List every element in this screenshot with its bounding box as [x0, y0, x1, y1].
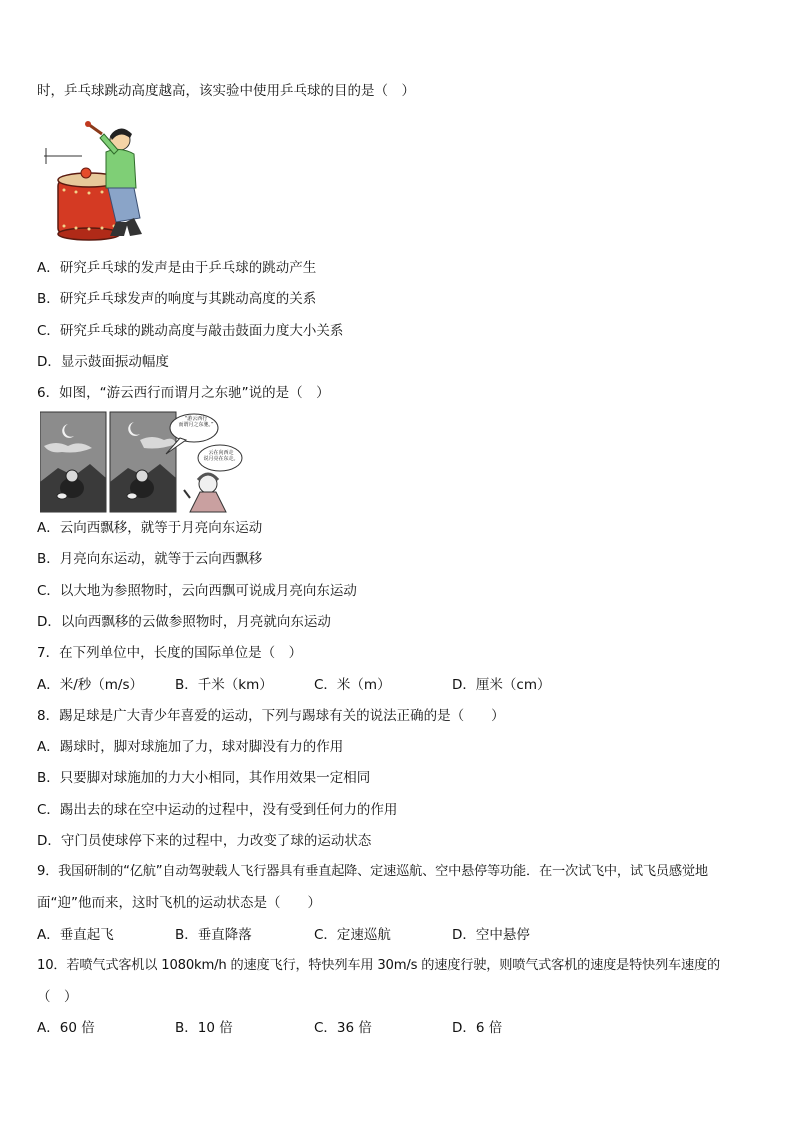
q7-option-c: C．米（m） [314, 677, 391, 693]
q8-stem: 8．踢足球是广大青少年喜爱的运动，下列与踢球有关的说法正确的是（ ） [37, 708, 505, 724]
q10-option-d: D．6 倍 [452, 1020, 503, 1036]
q10-stem-line-2: （ ） [37, 989, 78, 1005]
q8-option-c: C．踢出去的球在空中运动的过程中，没有受到任何力的作用 [37, 802, 398, 818]
q7-option-d: D．厘米（cm） [452, 677, 551, 693]
comic-bubble-1: “游云西行 而谓月之东驰。” [178, 416, 214, 428]
q9-option-b: B．垂直降落 [175, 927, 252, 943]
q8-option-d: D．守门员使球停下来的过程中，力改变了球的运动状态 [37, 833, 372, 849]
q8-option-b: B．只要脚对球施加的力大小相同，其作用效果一定相同 [37, 770, 371, 786]
q8-option-a: A．踢球时，脚对球施加了力，球对脚没有力的作用 [37, 739, 344, 755]
q10-stem-line-1: 10．若喷气式客机以 1080km/h 的速度飞行，特快列车用 30m/s 的速度行驶，则喷气式客机的速度是特快列车速度的 [37, 958, 721, 973]
q7-option-a: A．米/秒（m/s） [37, 677, 144, 693]
q6-stem: 6．如图，“游云西行而谓月之东驰”说的是（ ） [37, 385, 330, 401]
q10-option-a: A．60 倍 [37, 1020, 95, 1036]
q10-option-c: C．36 倍 [314, 1020, 372, 1036]
q5-option-a: A．研究乒乓球的发声是由于乒乓球的跳动产生 [37, 260, 317, 276]
q7-option-b: B．千米（km） [175, 677, 273, 693]
q9-stem-line-2: 面“迎”他而来，这时飞机的运动状态是（ ） [37, 895, 321, 911]
q6-option-a: A．云向西飘移，就等于月亮向东运动 [37, 520, 263, 536]
q9-option-d: D．空中悬停 [452, 927, 530, 943]
q6-option-b: B．月亮向东运动，就等于云向西飘移 [37, 551, 263, 567]
q9-option-c: C．定速巡航 [314, 927, 391, 943]
q5-option-d: D．显示鼓面振动幅度 [37, 354, 169, 370]
q9-stem-line-1: 9．我国研制的“亿航”自动驾驶载人飞行器具有垂直起降、定速巡航、空中悬停等功能．在一次试飞中，试飞员感觉地 [37, 864, 708, 879]
drum-figure [44, 118, 144, 244]
q6-option-c: C．以大地为参照物时，云向西飘可说成月亮向东运动 [37, 583, 357, 599]
q5-stem-tail: 时，乒乓球跳动高度越高，该实验中使用乒乓球的目的是（ ） [37, 83, 415, 99]
q5-option-c: C．研究乒乓球的跳动高度与敲击鼓面力度大小关系 [37, 323, 344, 339]
q7-stem: 7．在下列单位中，长度的国际单位是（ ） [37, 645, 303, 661]
q6-option-d: D．以向西飘移的云做参照物时，月亮就向东运动 [37, 614, 331, 630]
q5-option-b: B．研究乒乓球发声的响度与其跳动高度的关系 [37, 291, 317, 307]
q9-option-a: A．垂直起飞 [37, 927, 114, 943]
moon-cloud-comic [40, 410, 244, 514]
comic-bubble-2: 云在向西走 说月亮在东走。 [203, 450, 239, 462]
q10-option-b: B．10 倍 [175, 1020, 233, 1036]
